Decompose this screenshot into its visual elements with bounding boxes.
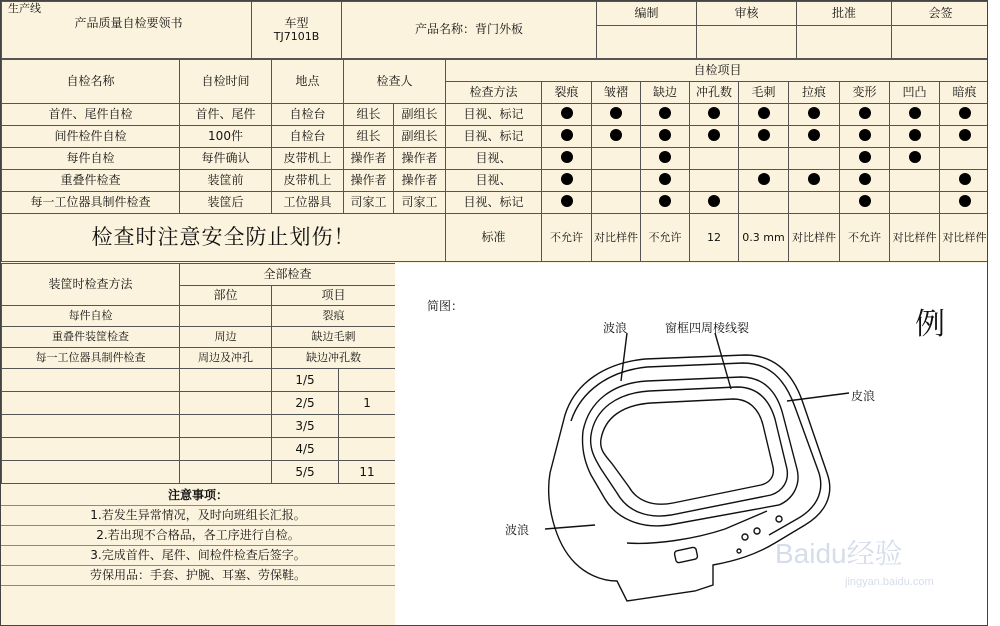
standard-value: 0.3 mm	[739, 214, 789, 262]
col-time-header: 自检时间	[180, 60, 272, 104]
blank-cell	[180, 392, 272, 415]
row-insp2: 司家工	[394, 192, 446, 214]
row-name: 间件检件自检	[2, 126, 180, 148]
mark-cell	[641, 126, 690, 148]
row-time: 每件确认	[180, 148, 272, 170]
fraction-cell	[272, 461, 396, 484]
mark-cell	[739, 170, 789, 192]
check-dot-icon	[959, 173, 971, 185]
sketch-area	[395, 263, 988, 626]
row-insp2: 操作者	[394, 170, 446, 192]
row-place: 工位器具	[272, 192, 344, 214]
mark-cell	[542, 170, 592, 192]
mark-cell	[542, 126, 592, 148]
check-dot-icon	[909, 151, 921, 163]
fraction-cell	[272, 438, 396, 461]
check-dot-icon	[659, 195, 671, 207]
row-name: 重叠件检查	[2, 170, 180, 192]
fraction-cell	[272, 369, 396, 392]
row-time: 装筐前	[180, 170, 272, 192]
check-dot-icon	[708, 107, 720, 119]
row-method: 目视、	[446, 170, 542, 192]
standard-value: 对比样件	[789, 214, 840, 262]
row-time: 100件	[180, 126, 272, 148]
packing-table	[1, 263, 396, 484]
check-dot-icon	[561, 173, 573, 185]
inspection-row	[2, 126, 989, 148]
mark-cell	[789, 126, 840, 148]
corner-mark: 例	[915, 307, 945, 342]
standard-value: 不允许	[542, 214, 592, 262]
notes-block	[1, 486, 395, 626]
callout-wave-left: 波浪	[505, 523, 530, 537]
mark-cell	[739, 192, 789, 214]
fraction-label: 1/5	[272, 369, 339, 391]
check-dot-icon	[959, 129, 971, 141]
row-insp2: 副组长	[394, 104, 446, 126]
check-dot-icon	[808, 129, 820, 141]
check-dot-icon	[758, 107, 770, 119]
mark-cell	[739, 148, 789, 170]
note-item: 劳保用品：手套、护腕、耳塞、劳保鞋。	[1, 566, 395, 586]
mark-cell	[789, 192, 840, 214]
row-time: 装筐后	[180, 192, 272, 214]
standard-value: 对比样件	[592, 214, 641, 262]
mark-cell	[641, 192, 690, 214]
mark-cell	[789, 104, 840, 126]
inspection-row	[2, 148, 989, 170]
mark-cell	[840, 126, 890, 148]
mark-cell	[739, 104, 789, 126]
note-item: 1.若发生异常情况，及时向班组长汇报。	[1, 506, 395, 526]
standard-value: 对比样件	[940, 214, 988, 262]
model-cell	[252, 2, 342, 59]
row-place: 自检台	[272, 104, 344, 126]
fraction-value: 1	[363, 396, 371, 410]
mark-cell	[542, 148, 592, 170]
standard-value: 对比样件	[890, 214, 940, 262]
row-insp1: 司家工	[344, 192, 394, 214]
item-header: 项目	[272, 286, 396, 306]
role-countersign: 会签	[892, 2, 989, 26]
row-insp1: 组长	[344, 126, 394, 148]
mark-cell	[940, 192, 988, 214]
mark-cell	[739, 126, 789, 148]
row-place: 皮带机上	[272, 170, 344, 192]
col-inspector-header: 检查人	[344, 60, 446, 104]
sign-box	[597, 26, 697, 59]
mark-cell	[890, 170, 940, 192]
mark-cell	[592, 126, 641, 148]
row-method: 目视、标记	[446, 126, 542, 148]
mark-cell	[840, 192, 890, 214]
packing-item: 裂痕	[272, 306, 396, 327]
packing-row	[2, 348, 396, 369]
check-dot-icon	[659, 107, 671, 119]
row-name: 每件自检	[2, 148, 180, 170]
mark-cell	[641, 170, 690, 192]
check-dot-icon	[909, 107, 921, 119]
mark-cell	[890, 104, 940, 126]
defect-header: 暗痕	[940, 82, 988, 104]
check-dot-icon	[758, 129, 770, 141]
mark-cell	[690, 104, 739, 126]
notes-title: 注意事项：	[1, 486, 395, 506]
packing-item: 缺边冲孔数	[272, 348, 396, 369]
safety-notice: 检查时注意安全防止划伤！	[2, 214, 446, 262]
model-value: TJ7101B	[273, 29, 320, 43]
fraction-row	[2, 392, 396, 415]
standard-value: 不允许	[641, 214, 690, 262]
doc-title: 产品质量自检要领书	[74, 15, 183, 30]
row-method: 目视、标记	[446, 104, 542, 126]
mark-cell	[940, 148, 988, 170]
blank-cell	[180, 438, 272, 461]
mark-cell	[840, 148, 890, 170]
standard-value: 不允许	[840, 214, 890, 262]
part-header: 部位	[180, 286, 272, 306]
packing-title: 装筐时检查方法	[2, 264, 180, 306]
full-check-header: 全部检查	[180, 264, 396, 286]
mark-cell	[592, 192, 641, 214]
check-dot-icon	[561, 129, 573, 141]
check-dot-icon	[859, 151, 871, 163]
packing-name: 每一工位器具制件检查	[2, 348, 180, 369]
header-table	[1, 1, 988, 59]
fraction-row	[2, 415, 396, 438]
role-approve: 批准	[797, 2, 892, 26]
mark-cell	[940, 170, 988, 192]
check-dot-icon	[561, 151, 573, 163]
inspection-row	[2, 170, 989, 192]
blank-cell	[2, 461, 180, 484]
row-place: 皮带机上	[272, 148, 344, 170]
check-dot-icon	[610, 107, 622, 119]
tailgate-sketch	[395, 263, 988, 626]
sign-box	[697, 26, 797, 59]
inspection-row	[2, 192, 989, 214]
packing-part	[180, 306, 272, 327]
check-dot-icon	[708, 195, 720, 207]
defect-header: 毛刺	[739, 82, 789, 104]
mark-cell	[690, 192, 739, 214]
packing-row	[2, 327, 396, 348]
row-insp2: 操作者	[394, 148, 446, 170]
fraction-row	[2, 438, 396, 461]
blank-cell	[180, 461, 272, 484]
fraction-row	[2, 369, 396, 392]
blank-cell	[180, 369, 272, 392]
check-dot-icon	[659, 129, 671, 141]
sign-box	[892, 26, 989, 59]
row-place: 自检台	[272, 126, 344, 148]
watermark-text: Baidu经验	[775, 538, 903, 569]
fraction-label: 5/5	[272, 461, 339, 483]
row-insp1: 操作者	[344, 148, 394, 170]
packing-part: 周边及冲孔	[180, 348, 272, 369]
col-items-header: 自检项目	[446, 60, 988, 82]
note-item: 3.完成首件、尾件、间检件检查后签字。	[1, 546, 395, 566]
check-dot-icon	[758, 173, 770, 185]
check-dot-icon	[659, 151, 671, 163]
mark-cell	[542, 192, 592, 214]
fraction-label: 4/5	[272, 438, 339, 460]
check-dot-icon	[909, 129, 921, 141]
check-dot-icon	[959, 107, 971, 119]
packing-part: 周边	[180, 327, 272, 348]
row-time: 首件、尾件	[180, 104, 272, 126]
mark-cell	[789, 170, 840, 192]
blank-cell	[2, 415, 180, 438]
mark-cell	[890, 126, 940, 148]
defect-header: 缺边	[641, 82, 690, 104]
fraction-label: 2/5	[272, 392, 339, 414]
header-line-cell	[2, 2, 252, 59]
inspection-row	[2, 104, 989, 126]
check-dot-icon	[859, 173, 871, 185]
inspection-table	[1, 59, 988, 262]
blank-cell	[180, 415, 272, 438]
mark-cell	[890, 148, 940, 170]
check-dot-icon	[561, 107, 573, 119]
defect-header: 变形	[840, 82, 890, 104]
mark-cell	[592, 170, 641, 192]
defect-header: 拉痕	[789, 82, 840, 104]
mark-cell	[890, 192, 940, 214]
col-place-header: 地点	[272, 60, 344, 104]
fraction-cell	[272, 415, 396, 438]
watermark-url: jingyan.baidu.com	[845, 576, 934, 588]
line-label: 生产线	[8, 2, 41, 15]
check-dot-icon	[859, 107, 871, 119]
defect-header: 皱褶	[592, 82, 641, 104]
standard-value: 12	[690, 214, 739, 262]
model-label: 车型	[284, 16, 309, 31]
fraction-value	[339, 438, 395, 460]
check-dot-icon	[859, 129, 871, 141]
mark-cell	[641, 148, 690, 170]
check-dot-icon	[610, 129, 622, 141]
mark-cell	[940, 126, 988, 148]
sign-box	[797, 26, 892, 59]
check-dot-icon	[959, 195, 971, 207]
mark-cell	[690, 126, 739, 148]
row-method: 目视、	[446, 148, 542, 170]
role-review: 审核	[697, 2, 797, 26]
check-dot-icon	[708, 129, 720, 141]
row-method: 目视、标记	[446, 192, 542, 214]
callout-wave-top: 波浪	[603, 321, 628, 335]
callout-frame-crack: 窗框四周棱线裂	[665, 321, 750, 335]
blank-cell	[2, 369, 180, 392]
fraction-label: 3/5	[272, 415, 339, 437]
check-dot-icon	[561, 195, 573, 207]
role-edit: 编制	[597, 2, 697, 26]
defect-header: 裂痕	[542, 82, 592, 104]
fraction-value: 11	[359, 465, 375, 479]
check-dot-icon	[659, 173, 671, 185]
check-dot-icon	[859, 195, 871, 207]
mark-cell	[690, 148, 739, 170]
blank-cell	[2, 438, 180, 461]
mark-cell	[641, 104, 690, 126]
note-item: 2.若出现不合格品，各工序进行自检。	[1, 526, 395, 546]
defect-header: 冲孔数	[690, 82, 739, 104]
check-dot-icon	[808, 173, 820, 185]
packing-name: 每件自检	[2, 306, 180, 327]
mark-cell	[840, 104, 890, 126]
packing-row	[2, 306, 396, 327]
mark-cell	[592, 148, 641, 170]
fraction-row	[2, 461, 396, 484]
mark-cell	[542, 104, 592, 126]
fraction-value	[339, 415, 395, 437]
row-insp1: 操作者	[344, 170, 394, 192]
packing-name: 重叠件装筐检查	[2, 327, 180, 348]
blank-cell	[2, 392, 180, 415]
mark-cell	[690, 170, 739, 192]
mark-cell	[840, 170, 890, 192]
mark-cell	[789, 148, 840, 170]
defect-header: 凹凸	[890, 82, 940, 104]
row-insp2: 副组长	[394, 126, 446, 148]
standard-label: 标准	[446, 214, 542, 262]
mark-cell	[940, 104, 988, 126]
row-name: 首件、尾件自检	[2, 104, 180, 126]
col-name-header: 自检名称	[2, 60, 180, 104]
mark-cell	[592, 104, 641, 126]
row-name: 每一工位器具制件检查	[2, 192, 180, 214]
sketch-label: 简图：	[427, 299, 464, 313]
packing-item: 缺边毛刺	[272, 327, 396, 348]
col-method-header: 检查方法	[446, 82, 542, 104]
fraction-cell	[272, 392, 396, 415]
check-dot-icon	[808, 107, 820, 119]
product-name: 产品名称：背门外板	[342, 2, 597, 59]
fraction-value	[339, 369, 395, 391]
row-insp1: 组长	[344, 104, 394, 126]
callout-skin-wave: 皮浪	[851, 389, 876, 403]
